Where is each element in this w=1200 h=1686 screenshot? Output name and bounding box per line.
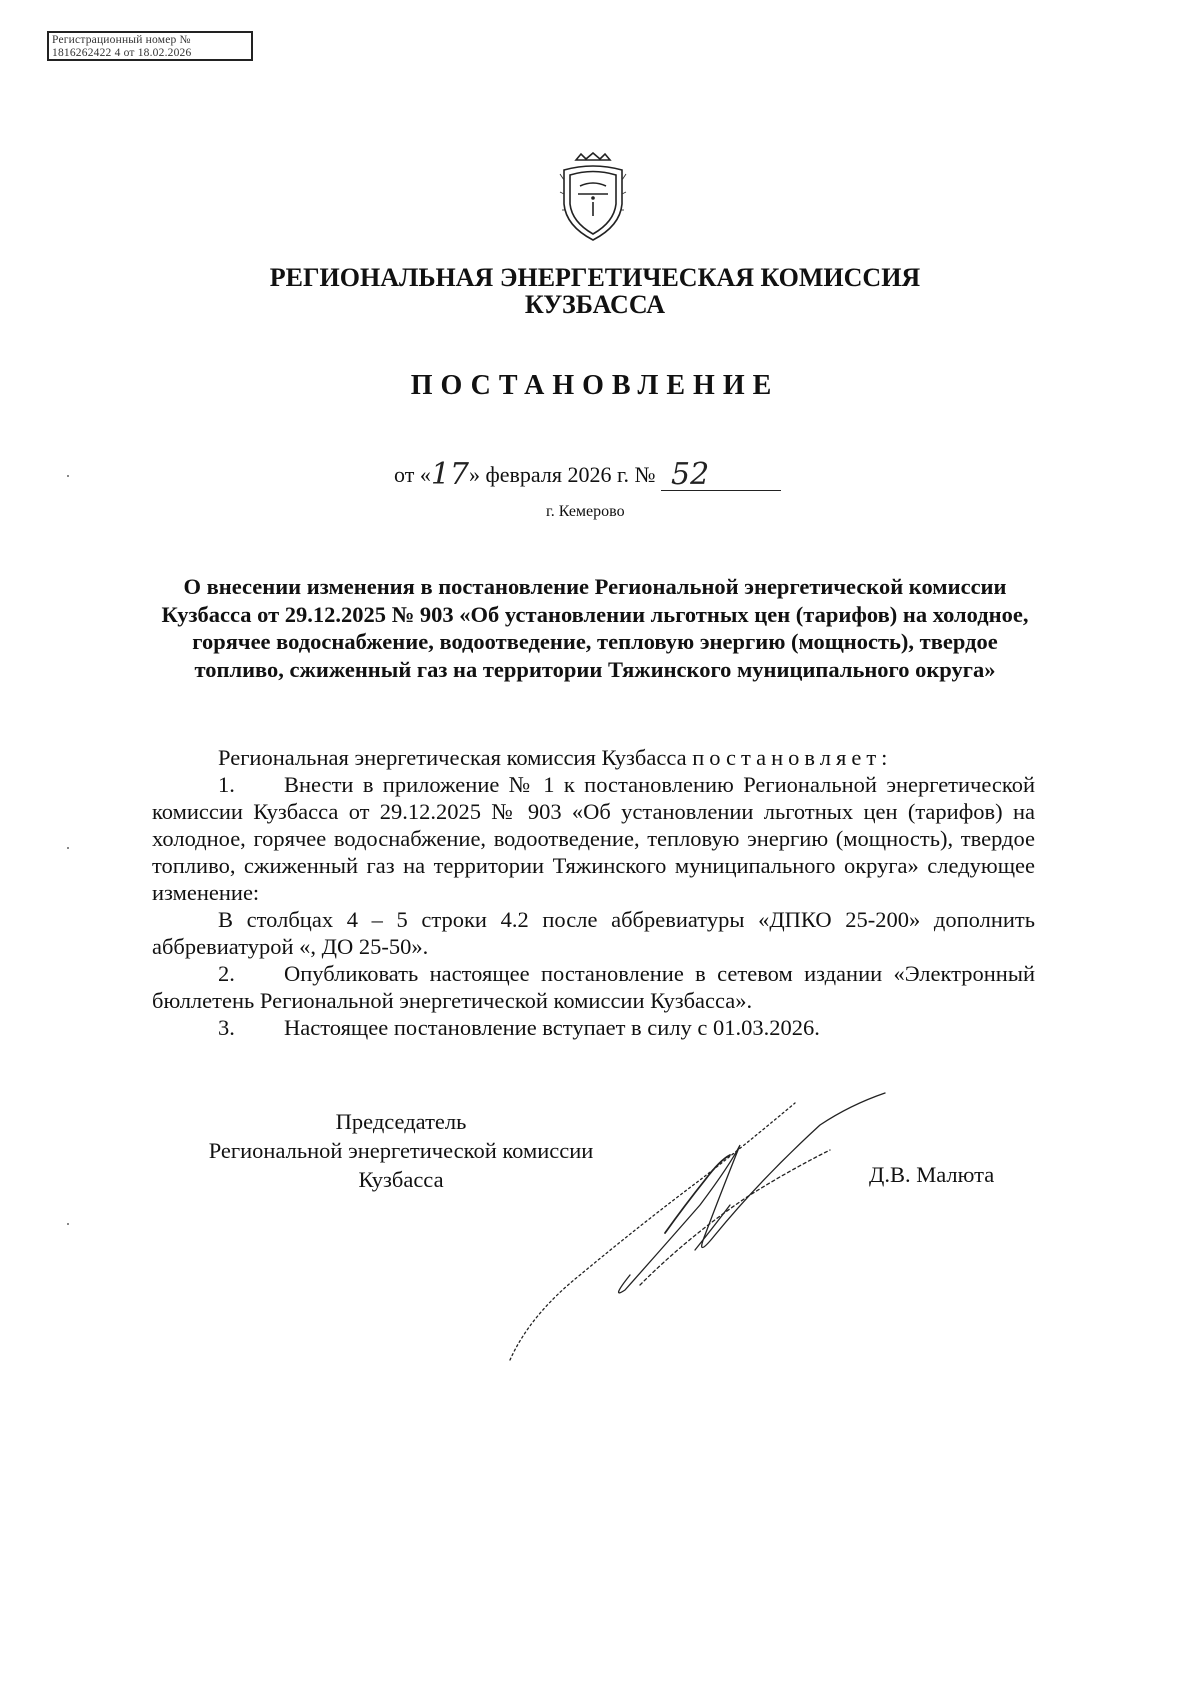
item-3 (152, 1014, 1035, 1041)
scan-speck (67, 475, 69, 477)
item-1 (152, 771, 1035, 906)
signatory-title-line2: Региональной энергетической комиссии (208, 1138, 594, 1163)
item-1-text: Внести в приложение № 1 к постановлению Региональной энергетической комиссии Кузбасса от 29.12.2025 № 903 «Об установлении льготных цен (тарифов) на холодное, горячее водоснабжение, водоотведение, тепловую энергию (мощность), твердое топливо, сжиженный газ на территории Тяжинского муниципального округа» следующее изменение: (152, 772, 1035, 905)
document-subject: О внесении изменения в постановление Региональной энергетической комиссии Кузбасса от 29.12.2025 № 903 «Об установлении льготных цен (тарифов) на холодное, горячее водоснабжение, водоотведение, тепловую энергию (мощность), твердое топливо, сжиженный газ на территории Тяжинского муниципального округа» (161, 574, 1029, 682)
date-middle: » февраля 2026 г. № (469, 462, 656, 487)
registration-number: 1816262422 4 от 18.02.2026 (52, 46, 192, 59)
signatory-title-line3: Кузбасса (358, 1167, 444, 1192)
scan-speck (67, 847, 69, 849)
city: г. Кемерово (546, 503, 625, 520)
item-3-number: 3. (218, 1015, 235, 1040)
date-line (394, 455, 781, 491)
document-type-title: ПОСТАНОВЛЕНИЕ (410, 370, 780, 401)
date-prefix: от « (394, 462, 431, 487)
intro-verb: постановляет: (692, 745, 893, 770)
item-2-number: 2. (218, 961, 235, 986)
item-2 (152, 960, 1035, 1014)
handwritten-number: 52 (671, 457, 710, 492)
scan-speck (67, 1223, 69, 1225)
intro-text: Региональная энергетическая комиссия Кузбасса (218, 745, 687, 770)
signatory-title-line1: Председатель (335, 1109, 467, 1134)
document-body (152, 744, 1035, 1041)
coat-of-arms-emblem (554, 152, 632, 242)
intro-paragraph (152, 744, 1035, 771)
organization-name-line1: РЕГИОНАЛЬНАЯ ЭНЕРГЕТИЧЕСКАЯ КОМИССИЯ (269, 263, 921, 292)
item-3-text: Настоящее постановление вступает в силу с 01.03.2026. (284, 1015, 820, 1040)
item-2-text: Опубликовать настоящее постановление в сетевом издании «Электронный бюллетень Региональной энергетической комиссии Кузбасса». (152, 961, 1035, 1013)
registration-label: Регистрационный номер № (52, 34, 191, 46)
organization-name-line2: КУЗБАССА (524, 290, 666, 319)
registration-stamp (47, 31, 253, 61)
signatory-name: Д.В. Малюта (869, 1162, 995, 1187)
handwritten-signature (490, 1085, 900, 1385)
item-1-change: В столбцах 4 – 5 строки 4.2 после аббревиатуры «ДПКО 25-200» дополнить аббревиатурой «, ДО 25-50». (152, 907, 1035, 959)
item-1-number: 1. (218, 772, 235, 797)
handwritten-day: 17 (430, 457, 470, 492)
